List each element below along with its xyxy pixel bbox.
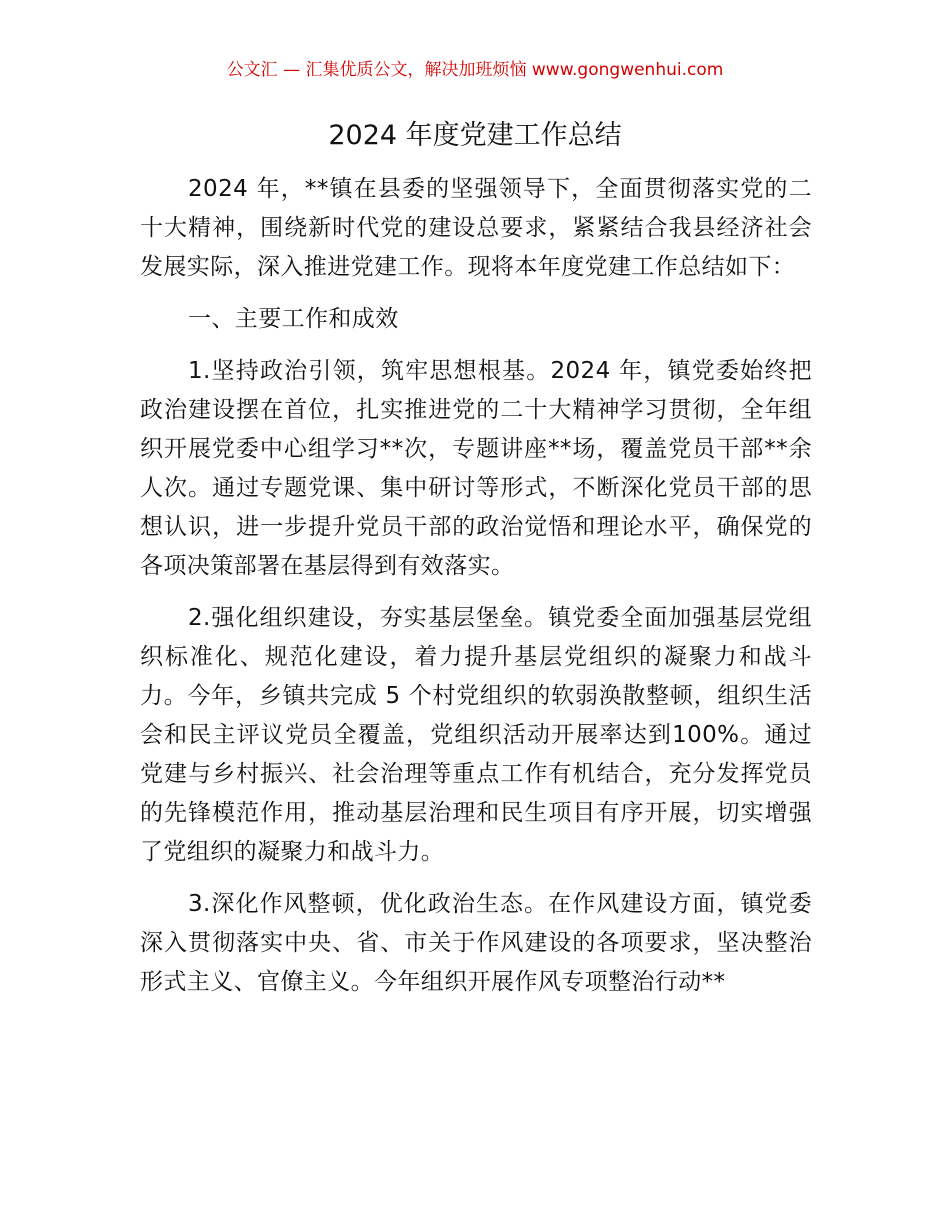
document-body bbox=[140, 170, 812, 1002]
body-paragraph-1: 1.坚持政治引领，筑牢思想根基。2024 年，镇党委始终把政治建设摆在首位，扎实推进党的二十大精神学习贯彻，全年组织开展党委中心组学习**次，专题讲座**场，覆盖党员干部**余人次。通过专题党课、集中研讨等形式，不断深化党员干部的思想认识，进一步提升党员干部的政治觉悟和理论水平，确保党的各项决策部署在基层得到有效落实。 bbox=[140, 358, 812, 579]
watermark-header: 公文汇 — 汇集优质公文，解决加班烦恼 www.gongwenhui.com bbox=[226, 60, 724, 80]
section-heading: 一、主要工作和成效 bbox=[188, 306, 399, 332]
body-paragraph-3: 3.深化作风整顿，优化政治生态。在作风建设方面，镇党委深入贯彻落实中央、省、市关于作风建设的各项要求，坚决整治形式主义、官僚主义。今年组织开展作风专项整治行动** bbox=[140, 891, 812, 995]
document-title: 2024 年度党建工作总结 bbox=[328, 120, 622, 151]
body-paragraph-2: 2.强化组织建设，夯实基层堡垒。镇党委全面加强基层党组织标准化、规范化建设，着力提升基层党组织的凝聚力和战斗力。今年，乡镇共完成 5 个村党组织的软弱涣散整顿，组织生活会和民主评议党员全覆盖，党组织活动开展率达到100%。通过党建与乡村振兴、社会治理等重点工作有机结合，充分发挥党员的先锋模范作用，推动基层治理和民生项目有序开展，切实增强了党组织的凝聚力和战斗力。 bbox=[140, 605, 812, 865]
intro-paragraph: 2024 年，**镇在县委的坚强领导下，全面贯彻落实党的二十大精神，围绕新时代党的建设总要求，紧紧结合我县经济社会发展实际，深入推进党建工作。现将本年度党建工作总结如下： bbox=[140, 176, 812, 280]
